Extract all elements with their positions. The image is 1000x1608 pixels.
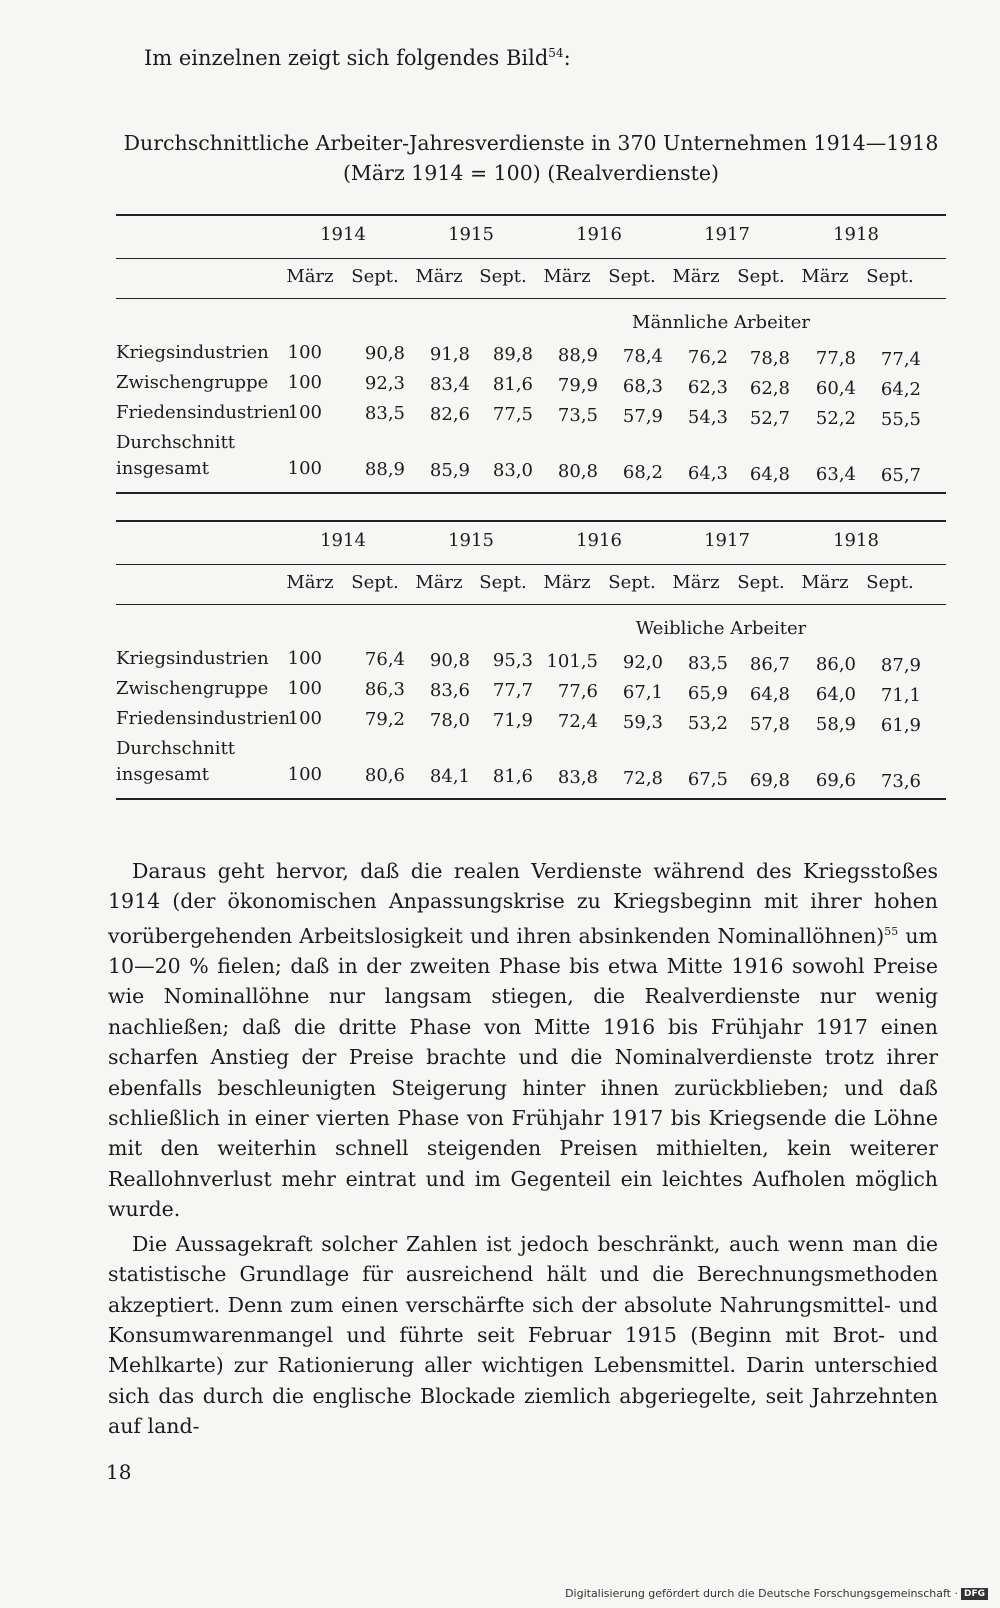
table-cell: 83,5	[364, 402, 405, 424]
month-header: Sept.	[737, 572, 785, 593]
table-cell: 86,3	[364, 678, 405, 700]
year-header: 1916	[576, 530, 622, 551]
row-label: Kriegsindustrien	[116, 648, 269, 669]
title-line-2: (März 1914 = 100) (Realverdienste)	[342, 161, 720, 185]
dfg-logo-icon: DFG	[961, 1588, 988, 1600]
table-cell: 67,1	[622, 682, 663, 703]
table-cell: 68,3	[622, 376, 663, 397]
table-cell: 100	[287, 458, 322, 479]
year-header: 1918	[833, 530, 879, 551]
month-header: Sept.	[608, 572, 656, 593]
year-header: 1914	[320, 224, 366, 245]
table-cell: 90,8	[429, 649, 470, 671]
intro-line	[144, 46, 571, 70]
table-cell: 90,8	[364, 342, 405, 364]
table-cell: 63,4	[815, 464, 856, 486]
table-cell: 77,4	[880, 349, 921, 371]
table-cell: 73,5	[557, 405, 598, 427]
table-cell: 60,4	[815, 378, 856, 400]
month-header: März	[543, 572, 591, 593]
table-cell: 100	[287, 648, 322, 669]
paragraph-2: Die Aussagekraft solcher Zahlen ist jedoch beschränkt, auch wenn man die statistische Grundlage für ausreichend hält und die Berechnungsmethoden akzeptiert. Denn zum einen verschärfte sich der absolute Nahrungsmittel- und Konsumwarenmangel und führte seit Februar 1915 (Beginn mit Brot- und Mehlkarte) zur Rationierung aller wichtigen Lebensmittel. Darin unterschied sich das durch die englische Blockade ziemlich abgeriegelte, seit Jahrzehnten auf land-	[108, 1231, 938, 1439]
month-header: Sept.	[351, 266, 399, 287]
table-cell: 92,0	[622, 652, 663, 673]
table-cell: 58,9	[815, 714, 856, 736]
table-cell: 65,9	[687, 682, 728, 704]
month-header: März	[801, 266, 849, 287]
table-cell: 84,1	[429, 765, 470, 787]
table-cell: 80,8	[557, 461, 598, 483]
table-title	[116, 128, 946, 188]
year-header: 1917	[704, 530, 750, 551]
table-cell: 100	[287, 342, 322, 363]
month-header: Sept.	[866, 572, 914, 593]
table-cell: 86,7	[749, 653, 790, 675]
table-cell: 57,9	[622, 406, 663, 427]
table-cell: 83,0	[492, 460, 533, 482]
table-cell: 100	[287, 678, 322, 699]
table-cell: 83,4	[429, 373, 470, 395]
month-header: Sept.	[479, 572, 527, 593]
month-header: Sept.	[479, 266, 527, 287]
body-text	[108, 856, 938, 1442]
table-cell: 64,8	[749, 463, 790, 485]
month-header: März	[672, 266, 720, 287]
row-label: Zwischengruppe	[116, 678, 269, 699]
table-cell: 83,8	[557, 767, 598, 789]
table-cell: 55,5	[880, 409, 921, 431]
intro-text: Im einzelnen zeigt sich folgendes Bild	[144, 46, 549, 70]
table-cell: 78,4	[622, 346, 663, 367]
row-label: insgesamt	[116, 458, 210, 479]
title-line-1: Durchschnittliche Arbeiter-Jahresverdienste in 370 Unternehmen 1914—1918	[123, 131, 939, 155]
table-cell: 69,6	[815, 770, 856, 792]
month-header: März	[415, 572, 463, 593]
table-cell: 101,5	[546, 651, 598, 673]
table-cell: 72,8	[622, 768, 663, 789]
table-cell: 77,5	[492, 404, 533, 426]
table-cell: 85,9	[429, 459, 470, 481]
table-cell: 87,9	[880, 655, 921, 677]
table-cell: 89,8	[492, 344, 533, 366]
intro-suffix: :	[563, 46, 571, 70]
table-cell: 53,2	[687, 712, 728, 734]
row-label: Zwischengruppe	[116, 372, 269, 393]
table-cell: 76,4	[364, 648, 405, 670]
table-cell: 88,9	[557, 345, 598, 367]
month-header: März	[801, 572, 849, 593]
month-header: Sept.	[866, 266, 914, 287]
table-cell: 59,3	[622, 712, 663, 733]
year-header: 1915	[448, 530, 494, 551]
table-cell: 54,3	[687, 406, 728, 428]
table-cell: 62,8	[749, 377, 790, 399]
table-cell: 65,7	[880, 465, 921, 487]
table-cell: 83,6	[429, 679, 470, 701]
table-cell: 79,9	[557, 375, 598, 397]
table-cell: 64,8	[749, 683, 790, 705]
paragraph-1: Daraus geht hervor, daß die realen Verdienste während des Kriegsstoßes 1914 (der ökonomischen Anpassungskrise zu Kriegsbeginn mit ihrer hohen vorübergehenden Arbeitslosigkeit und ihren absinkenden Nominallöhnen)$^{55}$ um 10—20 % fielen; daß in der zweiten Phase bis etwa Mitte 1916 sowohl Preise wie Nominallöhne nur langsam stiegen, die Realverdienste nur wenig nachließen; daß die dritte Phase von Mitte 1916 bis Frühjahr 1917 einen scharfen Anstieg der Preise brachte und die Nominalverdienste trotz ihrer ebenfalls beschleunigten Steigerung hinter ihnen zurückblieben; und daß schließlich in einer vierten Phase von Frühjahr 1917 bis Kriegsende die Löhne mit den weiterhin schnell steigenden Preisen mithielten, kein weiterer Reallohnverlust mehr eintrat und im Gegenteil ein leichtes Aufholen möglich wurde.	[108, 859, 938, 1222]
table-cell: 62,3	[687, 376, 728, 398]
month-header: März	[286, 266, 334, 287]
table-cell: 100	[287, 708, 322, 729]
section-label: Weibliche Arbeiter	[635, 618, 807, 639]
table-cell: 77,8	[815, 348, 856, 370]
table-cell: 52,7	[749, 407, 790, 429]
row-label: Friedensindustrien	[116, 708, 291, 729]
month-header: Sept.	[737, 266, 785, 287]
table-cell: 81,6	[492, 374, 533, 396]
table-cell: 86,0	[815, 654, 856, 676]
month-header: März	[286, 572, 334, 593]
table-cell: 82,6	[429, 403, 470, 425]
year-header: 1917	[704, 224, 750, 245]
table-cell: 91,8	[429, 343, 470, 365]
table-cell: 71,9	[492, 710, 533, 732]
month-header: März	[672, 572, 720, 593]
table-cell: 77,7	[492, 680, 533, 702]
table-cell: 88,9	[364, 458, 405, 480]
table-cell: 64,0	[815, 684, 856, 706]
table-cell: 67,5	[687, 768, 728, 790]
month-header: Sept.	[351, 572, 399, 593]
digitization-footer: Digitalisierung gefördert durch die Deutsche Forschungsgemeinschaft · DFG	[565, 1587, 988, 1600]
year-header: 1918	[833, 224, 879, 245]
month-header: März	[543, 266, 591, 287]
table-cell: 57,8	[749, 713, 790, 735]
table-cell: 100	[287, 372, 322, 393]
year-header: 1916	[576, 224, 622, 245]
table-cell: 100	[287, 402, 322, 423]
table-cell: 76,2	[687, 346, 728, 368]
row-label: Durchschnitt	[116, 738, 236, 759]
table-cell: 52,2	[815, 408, 856, 430]
table-cell: 61,9	[880, 715, 921, 737]
table-female	[116, 520, 946, 800]
table-cell: 69,8	[749, 769, 790, 791]
row-label: Friedensindustrien	[116, 402, 291, 423]
row-label: Kriegsindustrien	[116, 342, 269, 363]
table-cell: 77,6	[557, 681, 598, 703]
year-header: 1914	[320, 530, 366, 551]
footnote-ref: 54	[548, 46, 564, 60]
table-cell: 95,3	[492, 650, 533, 672]
table-male	[116, 214, 946, 494]
month-header: März	[415, 266, 463, 287]
row-label: insgesamt	[116, 764, 210, 785]
table-cell: 80,6	[364, 764, 405, 786]
table-cell: 92,3	[364, 372, 405, 394]
table-cell: 78,8	[749, 347, 790, 369]
table-cell: 73,6	[880, 771, 921, 793]
footnote-ref: 55	[884, 924, 899, 938]
table-cell: 78,0	[429, 709, 470, 731]
page-number: 18	[106, 1460, 132, 1484]
table-cell: 81,6	[492, 766, 533, 788]
table-cell: 79,2	[364, 708, 405, 730]
table-cell: 64,2	[880, 379, 921, 401]
year-header: 1915	[448, 224, 494, 245]
row-label: Durchschnitt	[116, 432, 236, 453]
table-cell: 64,3	[687, 462, 728, 484]
table-cell: 83,5	[687, 652, 728, 674]
section-label: Männliche Arbeiter	[632, 312, 810, 333]
table-cell: 71,1	[880, 685, 921, 707]
table-cell: 72,4	[557, 711, 598, 733]
table-cell: 68,2	[622, 462, 663, 483]
month-header: Sept.	[608, 266, 656, 287]
table-cell: 100	[287, 764, 322, 785]
